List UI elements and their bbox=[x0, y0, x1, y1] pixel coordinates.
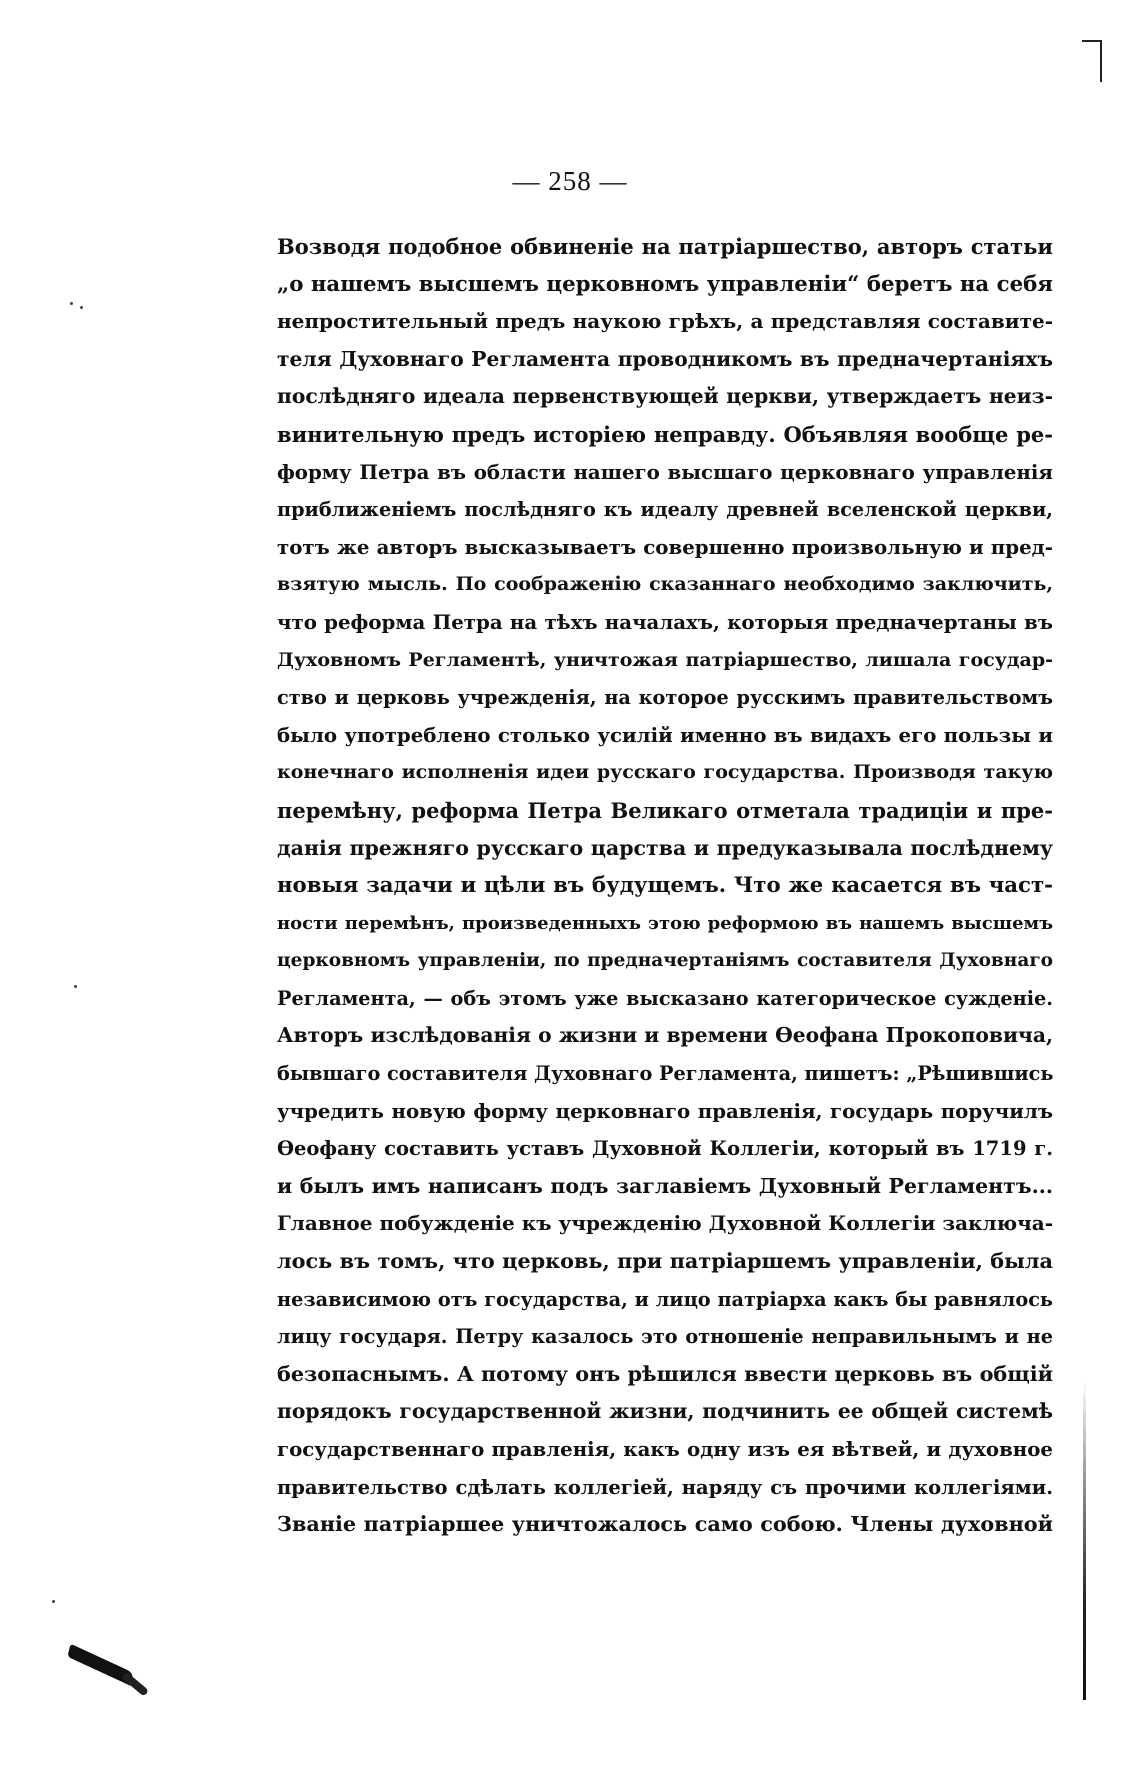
text-line: конечнаго исполненія идеи русскаго государства. Производя такую bbox=[277, 761, 1053, 784]
text-line: лось въ томъ, что церковь, при патріаршемъ управленіи, была bbox=[277, 1249, 1053, 1274]
text-line: Главное побужденіе къ учрежденію Духовной Коллегіи заключа- bbox=[277, 1211, 1053, 1236]
text-line: Регламента, — объ этомъ уже высказано категорическое сужденіе. bbox=[277, 986, 1053, 1010]
body-text bbox=[277, 228, 1053, 1544]
text-line: бывшаго составителя Духовнаго Регламента, пишетъ: „Рѣшившись bbox=[277, 1062, 1053, 1086]
text-line: Духовномъ Регламентѣ, уничтожая патріаршество, лишала государ- bbox=[277, 648, 1053, 671]
text-line: новыя задачи и цѣли въ будущемъ. Что же касается въ част- bbox=[277, 873, 1053, 899]
text-line: ство и церковь учрежденія, на которое русскимъ правительствомъ bbox=[277, 686, 1053, 710]
page-number: — 258 — bbox=[512, 166, 628, 196]
scan-edge-shadow bbox=[1083, 1380, 1086, 1700]
scan-corner-mark bbox=[1082, 40, 1102, 82]
scan-speck bbox=[80, 306, 83, 309]
text-line: Званіе патріаршее уничтожалось само собою. Члены духовной bbox=[277, 1512, 1053, 1537]
text-line: церковномъ управленіи, по предначертаніямъ составителя Духовнаго bbox=[277, 950, 1053, 972]
scan-speck bbox=[52, 1600, 55, 1603]
text-line: государственнаго правленія, какъ одну изъ ея вѣтвей, и духовное bbox=[277, 1437, 1053, 1461]
text-line: что реформа Петра на тѣхъ началахъ, которыя предначертаны въ bbox=[277, 609, 1053, 634]
text-line: послѣдняго идеала первенствующей церкви, утверждаетъ неиз- bbox=[277, 384, 1053, 409]
text-line: независимою отъ государства, и лицо патріарха какъ бы равнялось bbox=[277, 1287, 1053, 1311]
text-line: было употреблено столько усилій именно въ видахъ его пользы и bbox=[277, 722, 1053, 747]
scan-smudge bbox=[121, 1671, 149, 1696]
text-line: взятую мысль. По соображенію сказаннаго необходимо заключить, bbox=[277, 573, 1053, 596]
scan-speck bbox=[70, 302, 73, 305]
text-line: непростительный предъ наукою грѣхъ, а представляя составите- bbox=[277, 309, 1053, 334]
text-line: тотъ же авторъ высказываетъ совершенно произвольную и пред- bbox=[277, 534, 1053, 559]
text-line: Возводя подобное обвиненіе на патріаршество, авторъ статьи bbox=[277, 234, 1053, 259]
text-line: лицу государя. Петру казалось это отношеніе неправильнымъ и не bbox=[277, 1325, 1053, 1349]
text-line: форму Петра въ области нашего высшаго церковнаго управленія bbox=[277, 459, 1053, 484]
text-line: Авторъ изслѣдованія о жизни и времени Ѳеофана Прокоповича, bbox=[277, 1023, 1053, 1048]
text-line: учредить новую форму церковнаго правленія, государь поручилъ bbox=[277, 1098, 1053, 1123]
text-line: данія прежняго русскаго царства и предуказывала послѣднему bbox=[277, 835, 1053, 860]
text-line: „о нашемъ высшемъ церковномъ управленіи“ беретъ на себя bbox=[277, 271, 1053, 297]
text-line: порядокъ государственной жизни, подчинить ее общей системѣ bbox=[277, 1399, 1053, 1424]
text-line: ности перемѣнъ, произведенныхъ этою реформою въ нашемъ высшемъ bbox=[277, 912, 1053, 934]
text-line: перемѣну, реформа Петра Великаго отметала традиціи и пре- bbox=[277, 797, 1053, 823]
text-line: Ѳеофану составить уставъ Духовной Коллегіи, который въ 1719 г. bbox=[277, 1137, 1053, 1161]
text-line: приближеніемъ послѣдняго къ идеалу древней вселенской церкви, bbox=[277, 498, 1053, 522]
text-line: правительство сдѣлать коллегіей, наряду съ прочими коллегіями. bbox=[277, 1475, 1053, 1499]
text-line: теля Духовнаго Регламента проводникомъ въ предначертаніяхъ bbox=[277, 346, 1053, 371]
text-line: винительную предъ исторіею неправду. Объявляя вообще ре- bbox=[277, 421, 1053, 447]
text-line: и былъ имъ написанъ подъ заглавіемъ Духовный Регламентъ... bbox=[277, 1173, 1053, 1198]
scan-speck bbox=[74, 985, 77, 988]
text-line: безопаснымъ. А потому онъ рѣшился ввести церковь въ общій bbox=[277, 1361, 1053, 1386]
